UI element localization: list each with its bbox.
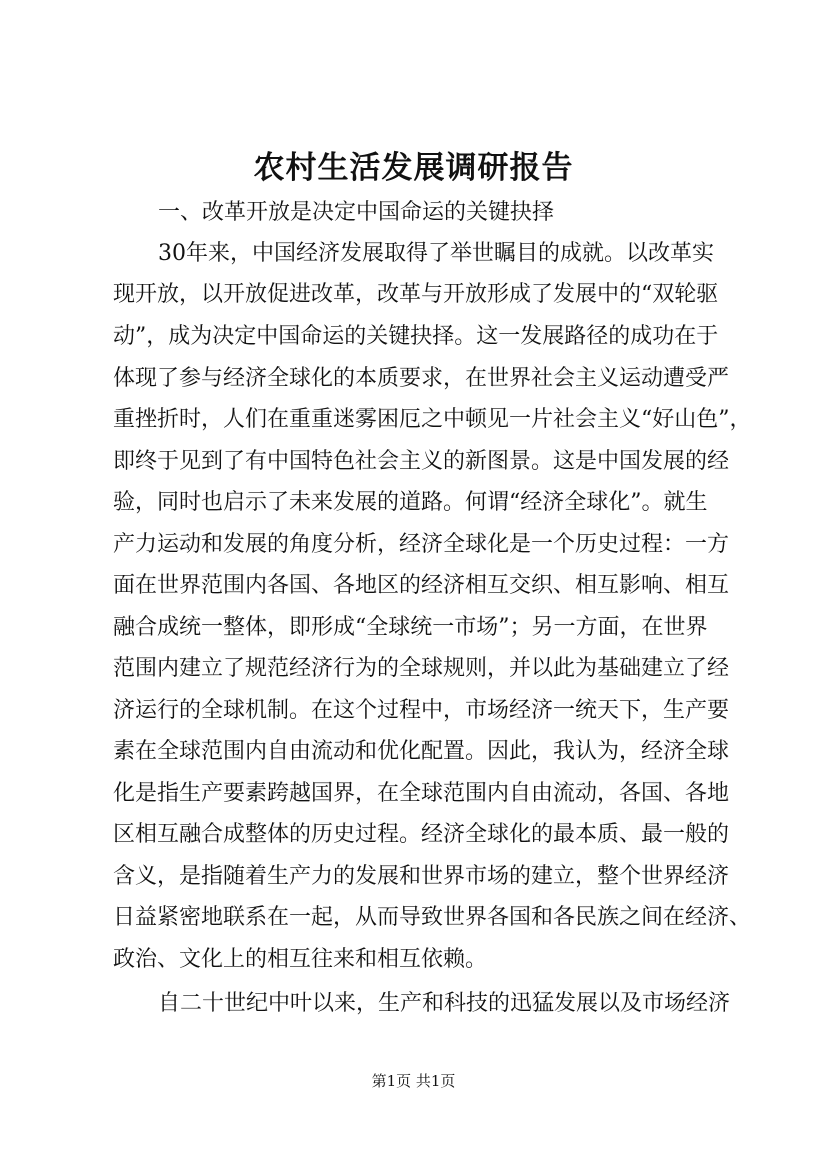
section-heading: 一、改革开放是决定中国命运的关键抉择 xyxy=(158,200,555,225)
body-line: 素在全球范围内自由流动和优化配置。因此，我认为，经济全球 xyxy=(113,739,730,764)
body-line: 自二十世纪中叶以来，生产和科技的迅猛发展以及市场经济 xyxy=(158,991,731,1016)
body-line: 范围内建立了规范经济行为的全球规则，并以此为基础建立了经 xyxy=(113,656,730,681)
body-line: 济运行的全球机制。在这个过程中，市场经济一统天下，生产要 xyxy=(113,698,730,723)
body-line: 化是指生产要素跨越国界，在全球范围内自由流动，各国、各地 xyxy=(113,781,730,806)
page-footer: 第1页 共1页 xyxy=(371,1072,456,1090)
body-line: 即终于见到了有中国特色社会主义的新图景。这是中国发展的经 xyxy=(113,449,730,474)
body-line: 区相互融合成整体的历史过程。经济全球化的最本质、最一般的 xyxy=(113,822,730,847)
body-line: 含义，是指随着生产力的发展和世界市场的建立，整个世界经济 xyxy=(113,864,730,889)
body-line: 面在世界范围内各国、各地区的经济相互交织、相互影响、相互 xyxy=(113,573,730,598)
document-title: 农村生活发展调研报告 xyxy=(253,150,574,186)
body-line: 重挫折时，人们在重重迷雾困厄之中顿见一片社会主义“好山色”， xyxy=(113,407,752,432)
body-line: 融合成统一整体，即形成“全球统一市场”；另一方面，在世界 xyxy=(113,615,708,640)
body-line: 验，同时也启示了未来发展的道路。何谓“经济全球化”。就生 xyxy=(113,490,708,515)
body-line: 动”，成为决定中国命运的关键抉择。这一发展路径的成功在于 xyxy=(113,324,719,349)
body-line: 现开放，以开放促进改革，改革与开放形成了发展中的“双轮驱 xyxy=(113,282,719,307)
body-line: 日益紧密地联系在一起，从而导致世界各国和各民族之间在经济、 xyxy=(113,905,752,930)
body-line: 政治、文化上的相互往来和相互依赖。 xyxy=(113,947,488,972)
body-line: 产力运动和发展的角度分析，经济全球化是一个历史过程：一方 xyxy=(113,532,730,557)
body-line: 30年来，中国经济发展取得了举世瞩目的成就。以改革实 xyxy=(158,241,714,266)
body-line: 体现了参与经济全球化的本质要求，在世界社会主义运动遭受严 xyxy=(113,366,730,391)
